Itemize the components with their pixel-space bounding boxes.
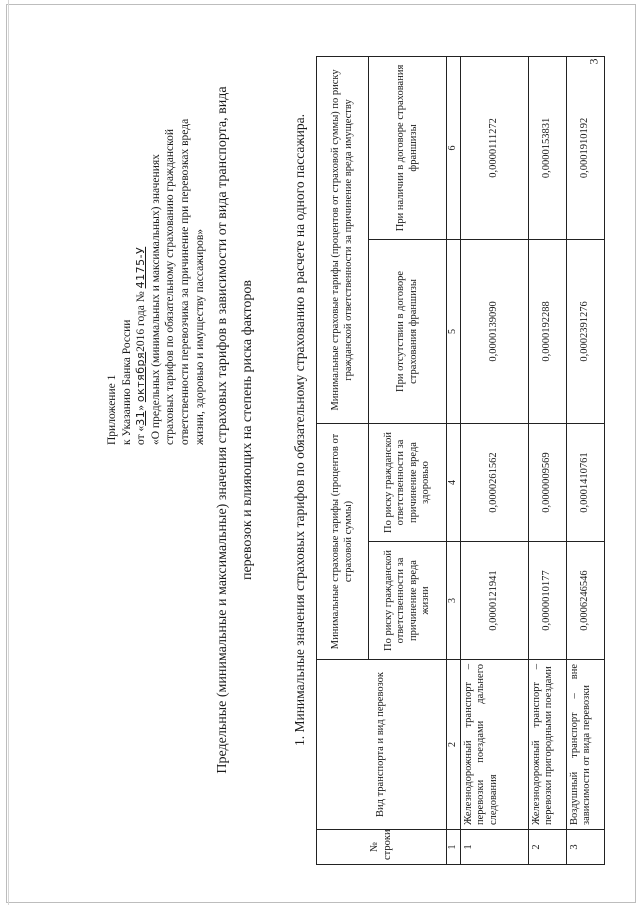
table-row [528, 56, 566, 864]
appendix-block [105, 85, 207, 445]
column-index-row [447, 56, 461, 864]
date-month: октября [134, 351, 148, 403]
tariff-health: 0,0000261562 [460, 423, 528, 541]
tariff-life: 0,0006246546 [566, 542, 604, 660]
tariff-property-with-deductible: 0,0001910192 [566, 56, 604, 239]
header-row-number: № строки [317, 830, 447, 865]
row-number: 3 [566, 830, 604, 865]
header-life-risk: По риску гражданской ответственности за причинение вреда жизни [369, 542, 447, 660]
date-mid: » [135, 405, 148, 411]
tariff-property-no-deductible: 0,0002391276 [566, 239, 604, 423]
column-index: 3 [447, 542, 461, 660]
tariff-health: 0,0001410761 [566, 423, 604, 541]
appendix-line: жизни, здоровью и имуществу пассажиров» [193, 228, 206, 445]
tariff-health: 0,0000009569 [528, 423, 566, 541]
appendix-line: «О предельных (минимальных и максимальных) значениях [149, 154, 162, 445]
table-row [566, 56, 604, 864]
tariff-life: 0,0000121941 [460, 542, 528, 660]
heading-line-1: Предельные (минимальные и максимальные) значения страховых тарифов в зависимости от вида транспорта, вида [215, 86, 230, 774]
row-number: 1 [460, 830, 528, 865]
date-year: 2016 года № [135, 291, 148, 352]
date-prefix: от « [135, 425, 148, 445]
tariffs-table [316, 56, 605, 865]
section-title: 1. Минимальные значения страховых тарифов по обязательному страхованию в расчете на одного пассажира. [292, 113, 307, 747]
table-row [460, 56, 528, 864]
row-number: 2 [528, 830, 566, 865]
header-transport-type: Вид транспорта и вид перевозок [317, 660, 447, 830]
transport-type: Железнодорожный транспорт – перевозки поездами дальнего следования [460, 660, 528, 830]
page-number: 3 [586, 58, 601, 65]
heading-line-2: перевозок и влияющих на степень риска факторов [240, 279, 255, 581]
tariff-property-with-deductible: 0,0000153831 [528, 56, 566, 239]
appendix-reference: к Указанию Банка России [120, 319, 133, 445]
date-day: 31 [134, 410, 148, 426]
column-index: 4 [447, 423, 461, 541]
tariff-life: 0,0000010177 [528, 542, 566, 660]
appendix-line: страховых тарифов по обязательному страхованию гражданской [164, 128, 177, 445]
header-group-life-health: Минимальные страховые тарифы (процентов от страховой суммы) [317, 423, 369, 659]
header-with-deductible: При наличии в договоре страхования франшизы [369, 56, 447, 239]
header-no-deductible: При отсутствии в договоре страхования франшизы [369, 239, 447, 423]
tariff-property-with-deductible: 0,0000111272 [460, 56, 528, 239]
tariff-property-no-deductible: 0,0000192288 [528, 239, 566, 423]
header-group-property: Минимальные страховые тарифы (процентов от страховой суммы) по риску гражданской ответственности за причинение вреда имуществу [317, 56, 369, 423]
document-number: 4175-У [134, 246, 148, 289]
column-index: 5 [447, 239, 461, 423]
header-health-risk: По риску гражданской ответственности за причинение вреда здоровью [369, 423, 447, 541]
transport-type: Воздушный транспорт – вне зависимости от вида перевозки [566, 660, 604, 830]
transport-type: Железнодорожный транспорт – перевозки пригородными поездами [528, 660, 566, 830]
tariff-property-no-deductible: 0,0000139090 [460, 239, 528, 423]
appendix-title: Приложение 1 [106, 374, 118, 445]
column-index: 2 [447, 660, 461, 830]
column-index: 1 [447, 830, 461, 865]
document-heading [210, 50, 260, 810]
appendix-date-line [134, 85, 149, 445]
column-index: 6 [447, 56, 461, 239]
appendix-line: ответственности перевозчика за причинение при перевозках вреда [178, 118, 191, 445]
